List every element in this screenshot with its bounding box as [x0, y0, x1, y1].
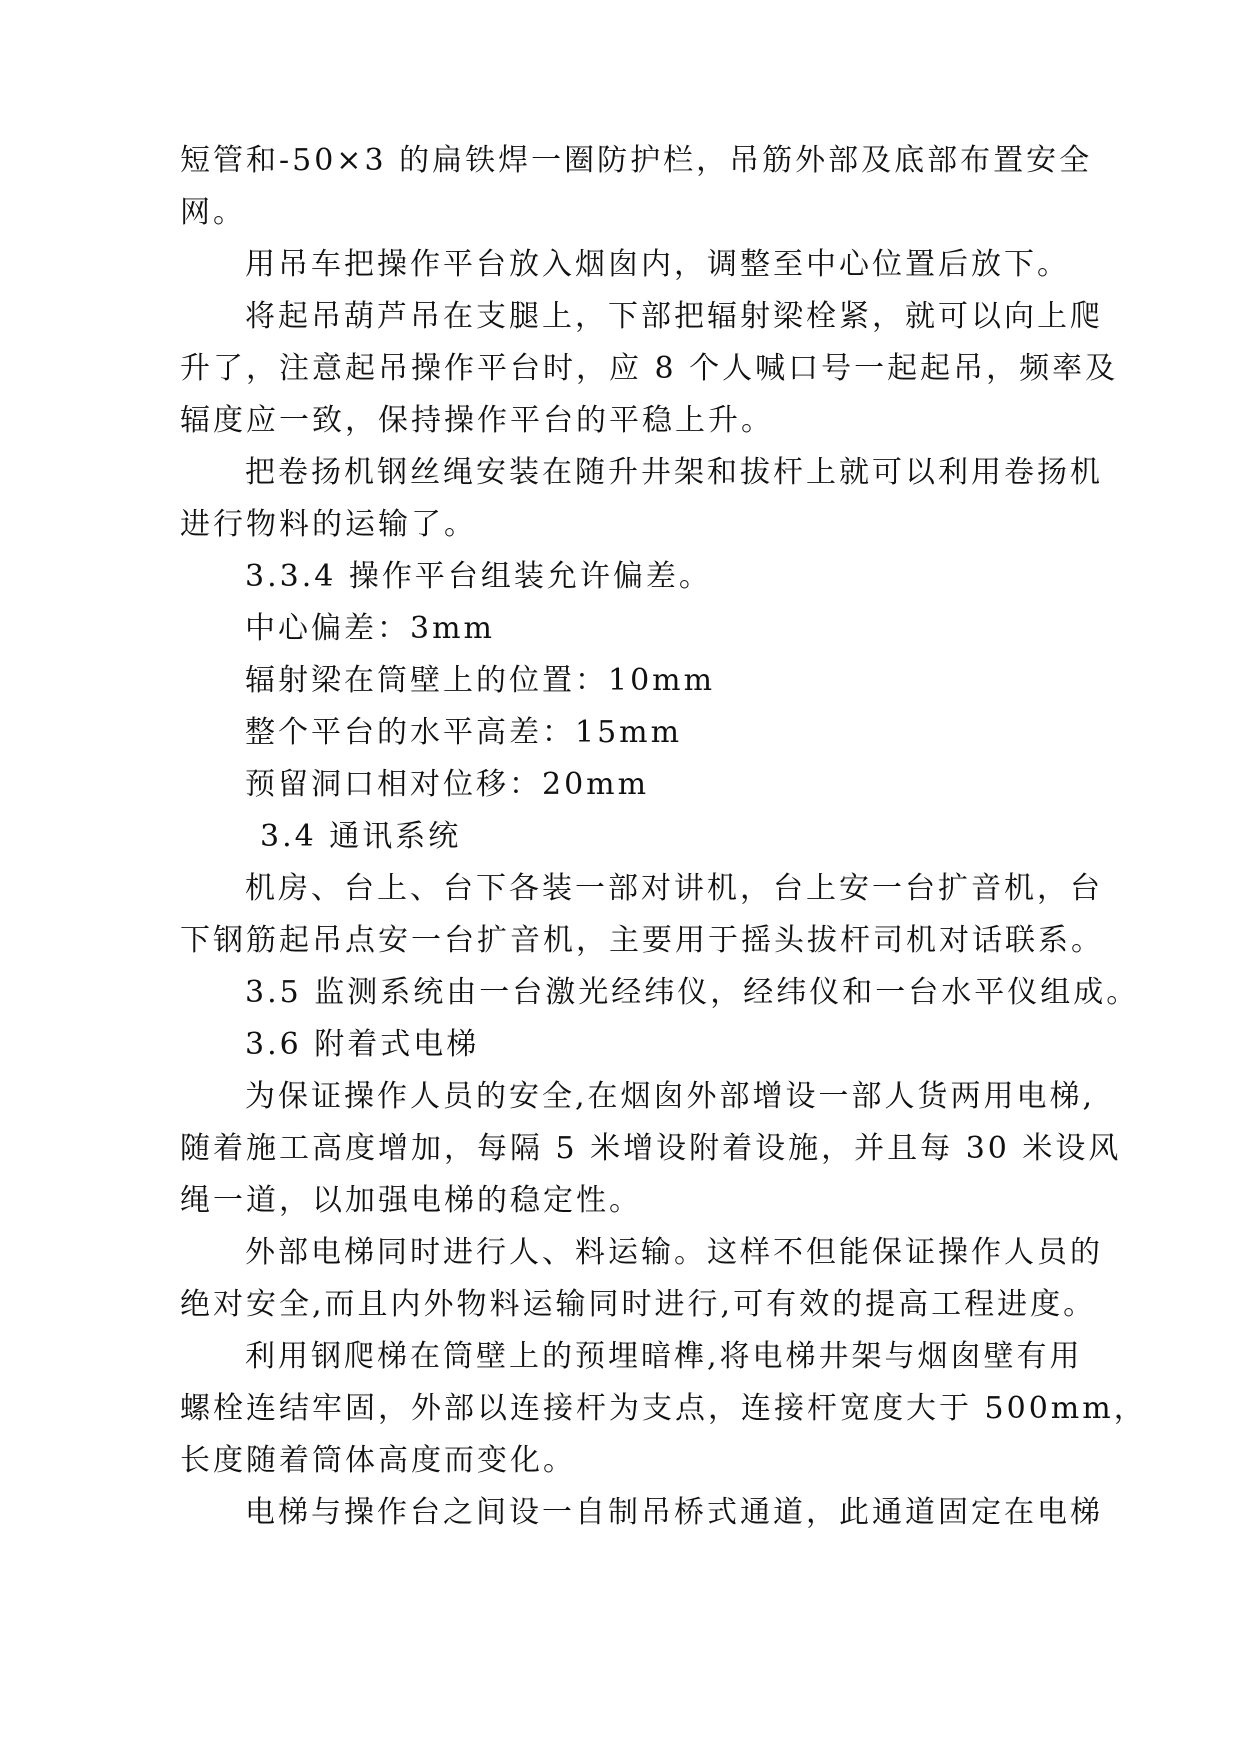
text-line: 绝对安全,而且内外物料运输同时进行,可有效的提高工程进度。: [180, 1287, 1097, 1322]
text-line: 网。: [180, 195, 246, 230]
text-line: 中心偏差：3mm: [245, 611, 495, 646]
text-line: 长度随着筒体高度而变化。: [180, 1443, 576, 1478]
text-line: 预留洞口相对位移：20mm: [245, 767, 650, 802]
text-line: 整个平台的水平高差：15mm: [245, 715, 683, 750]
section-heading: 3.3.4 操作平台组装允许偏差。: [245, 559, 712, 594]
text-line: 随着施工高度增加，每隔 5 米增设附着设施，并且每 30 米设风: [180, 1131, 1122, 1166]
text-line: 利用钢爬梯在筒壁上的预埋暗榫,将电梯井架与烟囱壁有用: [245, 1339, 1083, 1374]
text-line: 进行物料的运输了。: [180, 507, 477, 542]
text-line: 绳一道，以加强电梯的稳定性。: [180, 1183, 642, 1218]
text-line: 辐度应一致，保持操作平台的平稳上升。: [180, 403, 774, 438]
text-line: 电梯与操作台之间设一自制吊桥式通道，此通道固定在电梯: [245, 1495, 1103, 1530]
text-line: 螺栓连结牢固，外部以连接杆为支点，连接杆宽度大于 500mm，: [180, 1391, 1147, 1426]
text-line: 外部电梯同时进行人、料运输。这样不但能保证操作人员的: [245, 1235, 1103, 1270]
section-heading: 3.6 附着式电梯: [245, 1027, 480, 1062]
text-line: 短管和-50×3 的扁铁焊一圈防护栏，吊筋外部及底部布置安全: [180, 143, 1093, 178]
text-line: 用吊车把操作平台放入烟囱内，调整至中心位置后放下。: [245, 247, 1070, 282]
text-line: 辐射梁在筒壁上的位置：10mm: [245, 663, 716, 698]
text-line: 机房、台上、台下各装一部对讲机，台上安一台扩音机，台: [245, 871, 1103, 906]
text-line: 下钢筋起吊点安一台扩音机，主要用于摇头拔杆司机对话联系。: [180, 923, 1104, 958]
section-heading: 3.4 通讯系统: [260, 819, 462, 854]
text-line: 升了，注意起吊操作平台时，应 8 个人喊口号一起起吊，频率及: [180, 351, 1119, 386]
text-line: 把卷扬机钢丝绳安装在随升井架和拔杆上就可以利用卷扬机: [245, 455, 1103, 490]
section-heading: 3.5 监测系统由一台激光经纬仪，经纬仪和一台水平仪组成。: [245, 975, 1140, 1010]
text-line: 为保证操作人员的安全,在烟囱外部增设一部人货两用电梯,: [245, 1079, 1096, 1114]
text-line: 将起吊葫芦吊在支腿上，下部把辐射梁栓紧，就可以向上爬: [245, 299, 1103, 334]
